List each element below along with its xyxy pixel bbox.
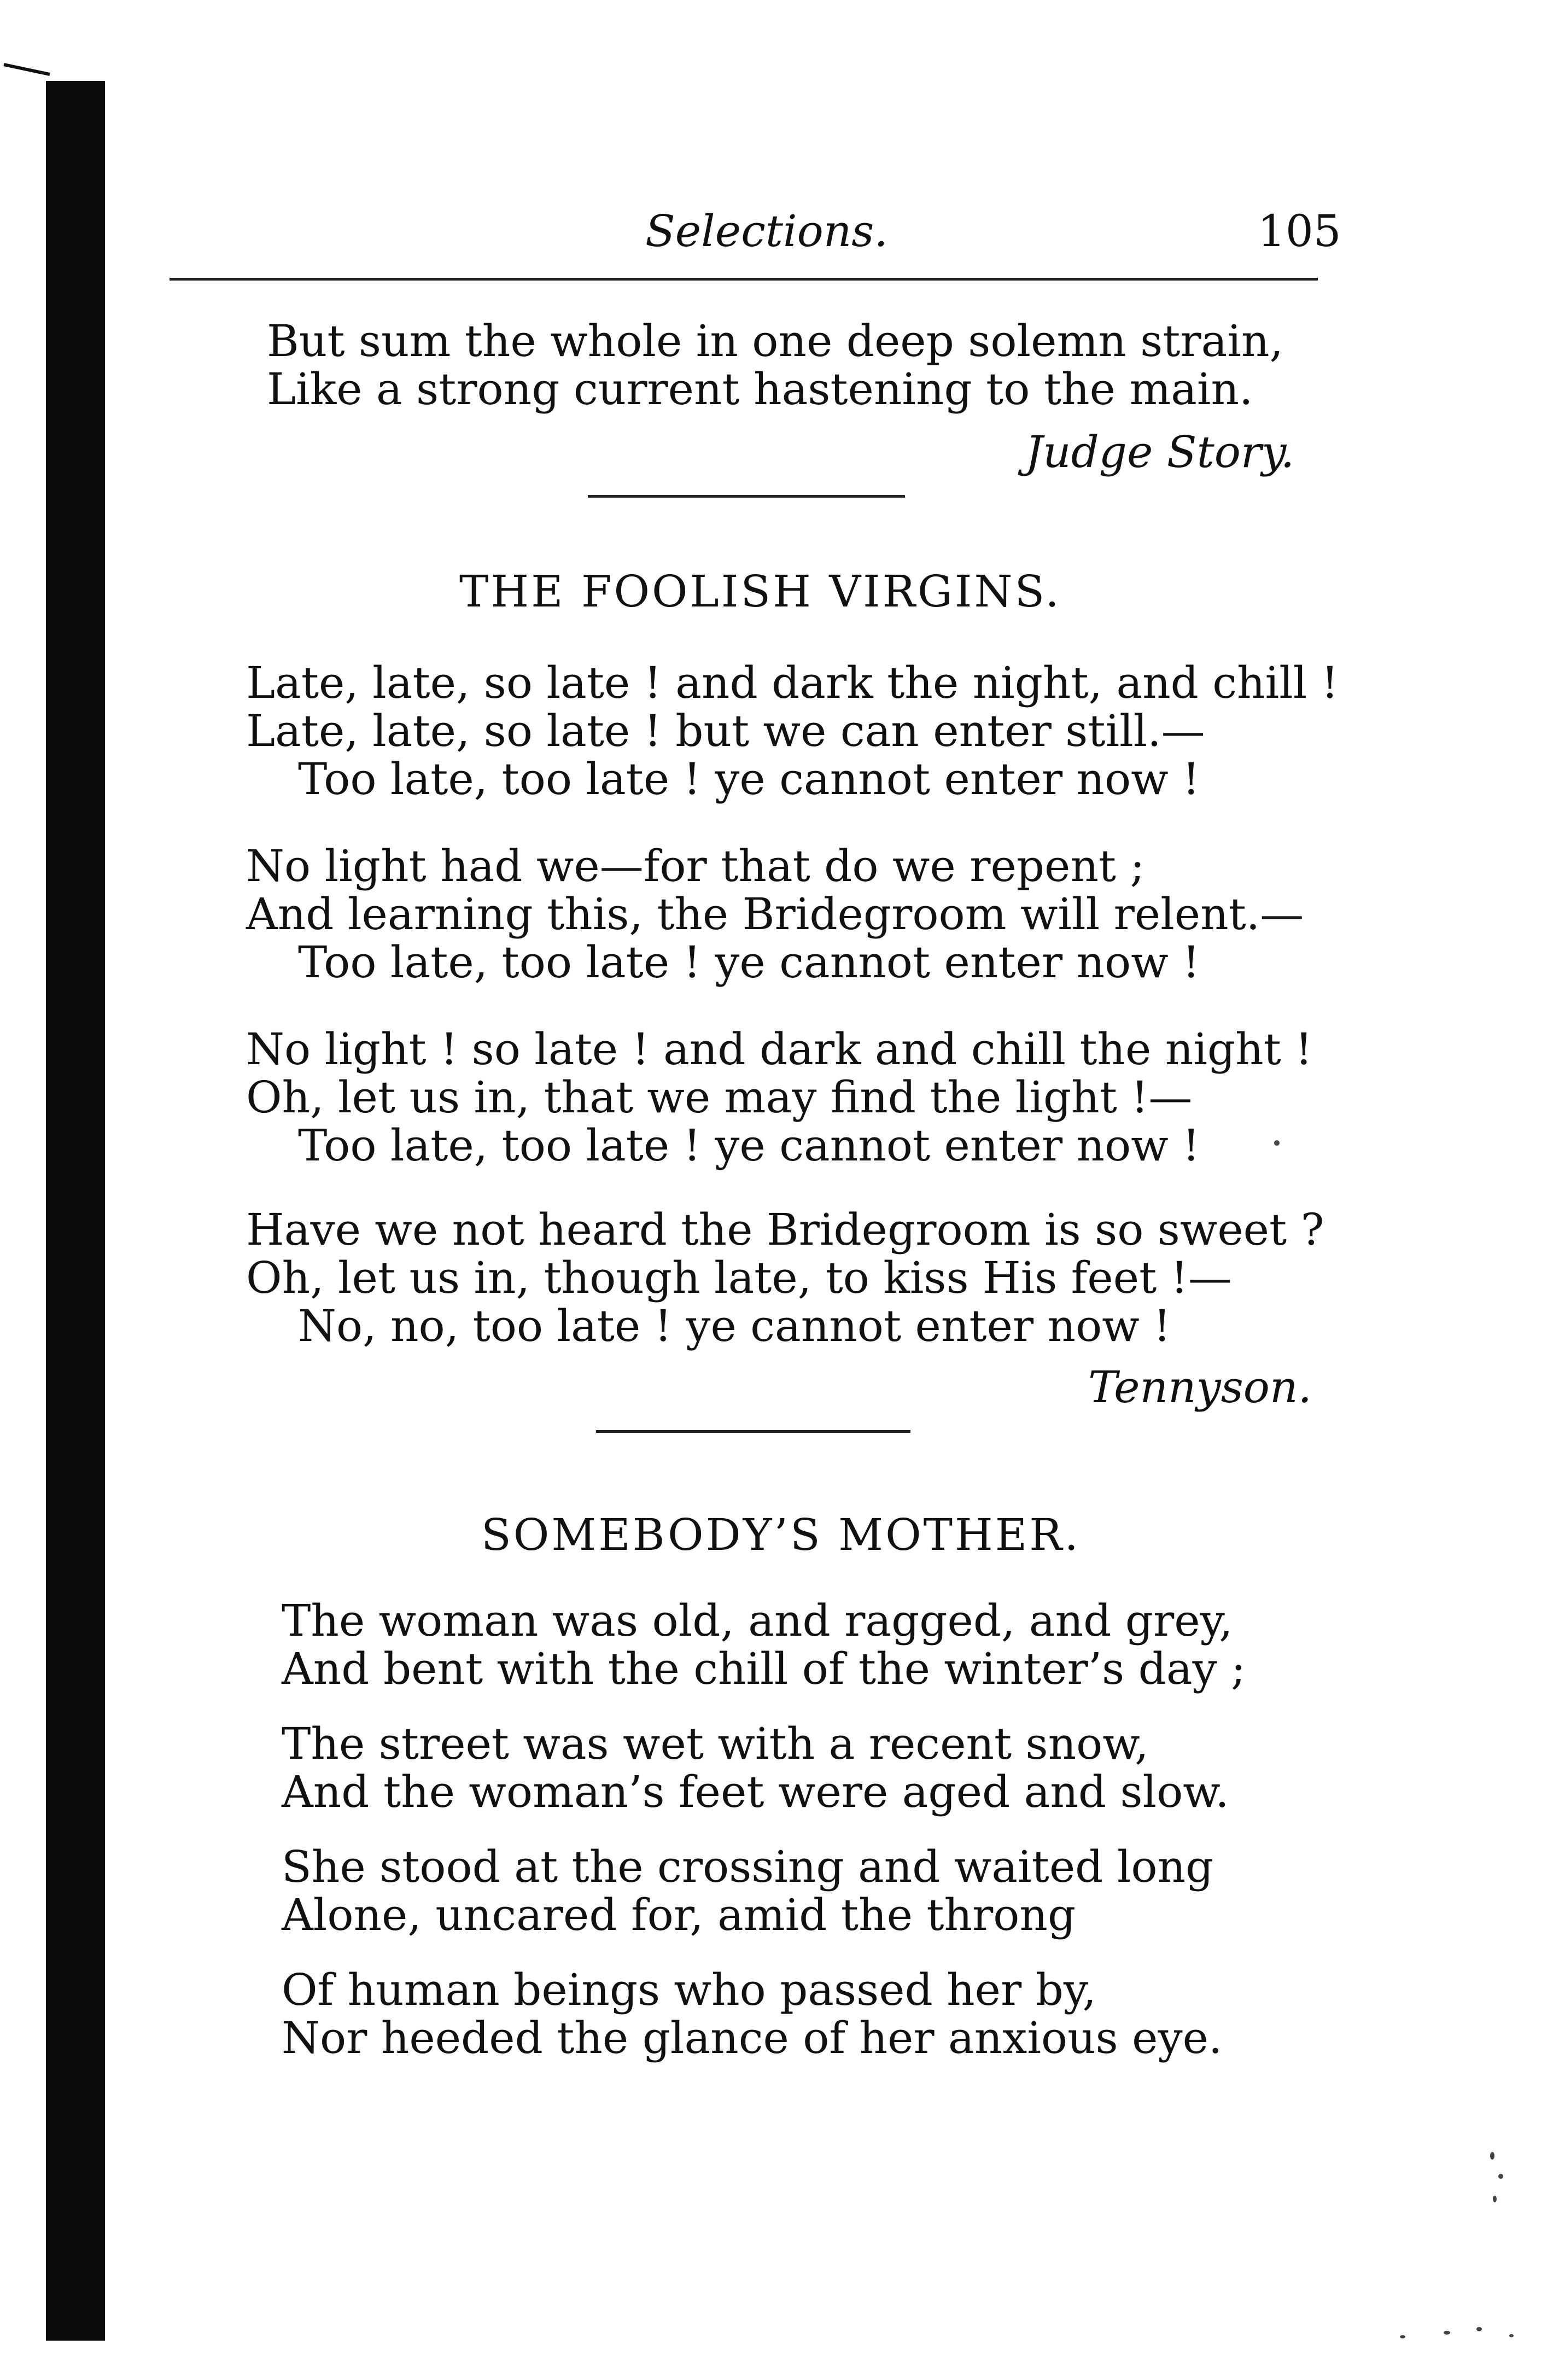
verse-line: Late, late, so late ! and dark the night, and chill !	[246, 657, 1339, 708]
attribution-tennyson: Tennyson.	[1088, 1362, 1312, 1413]
verse-line: The woman was old, and ragged, and grey,	[282, 1595, 1233, 1646]
running-title: Selections.	[645, 206, 888, 256]
page-header	[0, 197, 1565, 262]
refrain-line: No, no, too late ! ye cannot enter now !	[298, 1300, 1171, 1351]
verse-line: Have we not heard the Bridegroom is so sweet ?	[246, 1204, 1324, 1255]
opening-couplet	[267, 317, 1283, 413]
stanza-2	[282, 1720, 1229, 1816]
stanza-1	[246, 659, 1339, 803]
print-speck	[1400, 2335, 1405, 2338]
print-speck	[1476, 2327, 1482, 2331]
stanza-2	[246, 842, 1304, 987]
page-number: 105	[1258, 206, 1341, 256]
verse-line: Oh, let us in, that we may find the light !—	[246, 1072, 1193, 1123]
page-spine-shadow	[46, 81, 105, 2341]
verse-line: No light ! so late ! and dark and chill the night !	[246, 1024, 1313, 1075]
stanza-4	[246, 1206, 1324, 1350]
stanza-4	[282, 1966, 1222, 2062]
poem-title-foolish-virgins: THE FOOLISH VIRGINS.	[459, 566, 1061, 617]
verse-line: Nor heeded the glance of her anxious eye.	[282, 2012, 1223, 2063]
print-speck	[1493, 2196, 1497, 2202]
attribution-judge-story: Judge Story.	[1025, 427, 1295, 477]
refrain-line: Too late, too late ! ye cannot enter now !	[298, 754, 1200, 804]
verse-line: But sum the whole in one deep solemn strain,	[267, 316, 1283, 366]
verse-line: And learning this, the Bridegroom will relent.—	[246, 889, 1304, 940]
print-speck	[1509, 2334, 1514, 2337]
stanza-3	[282, 1843, 1213, 1939]
print-speck	[1274, 1140, 1280, 1146]
section-divider	[596, 1430, 910, 1433]
poem-title-somebodys-mother: SOMEBODY’S MOTHER.	[481, 1509, 1081, 1560]
verse-line: Late, late, so late ! but we can enter still.—	[246, 705, 1205, 756]
stanza-1	[282, 1597, 1246, 1693]
refrain-line: Too late, too late ! ye cannot enter now !	[298, 1120, 1200, 1171]
verse-line: She stood at the crossing and waited long	[282, 1841, 1214, 1892]
print-speck	[1498, 2174, 1503, 2179]
verse-line: Of human beings who passed her by,	[282, 1964, 1096, 2015]
spine-mark	[3, 63, 50, 76]
verse-line: No light had we—for that do we repent ;	[246, 841, 1145, 891]
section-divider	[588, 495, 905, 498]
verse-line: Like a strong current hastening to the main.	[267, 364, 1253, 415]
refrain-line: Too late, too late ! ye cannot enter now !	[298, 937, 1200, 988]
print-speck	[1444, 2331, 1450, 2335]
print-speck	[1490, 2152, 1494, 2160]
verse-line: And the woman’s feet were aged and slow.	[282, 1766, 1229, 1817]
verse-line: Alone, uncared for, amid the throng	[282, 1889, 1076, 1940]
header-rule	[170, 278, 1318, 281]
verse-line: And bent with the chill of the winter’s day ;	[282, 1643, 1246, 1694]
verse-line: Oh, let us in, though late, to kiss His feet !—	[246, 1252, 1232, 1303]
stanza-3	[246, 1025, 1312, 1170]
verse-line: The street was wet with a recent snow,	[282, 1718, 1149, 1769]
